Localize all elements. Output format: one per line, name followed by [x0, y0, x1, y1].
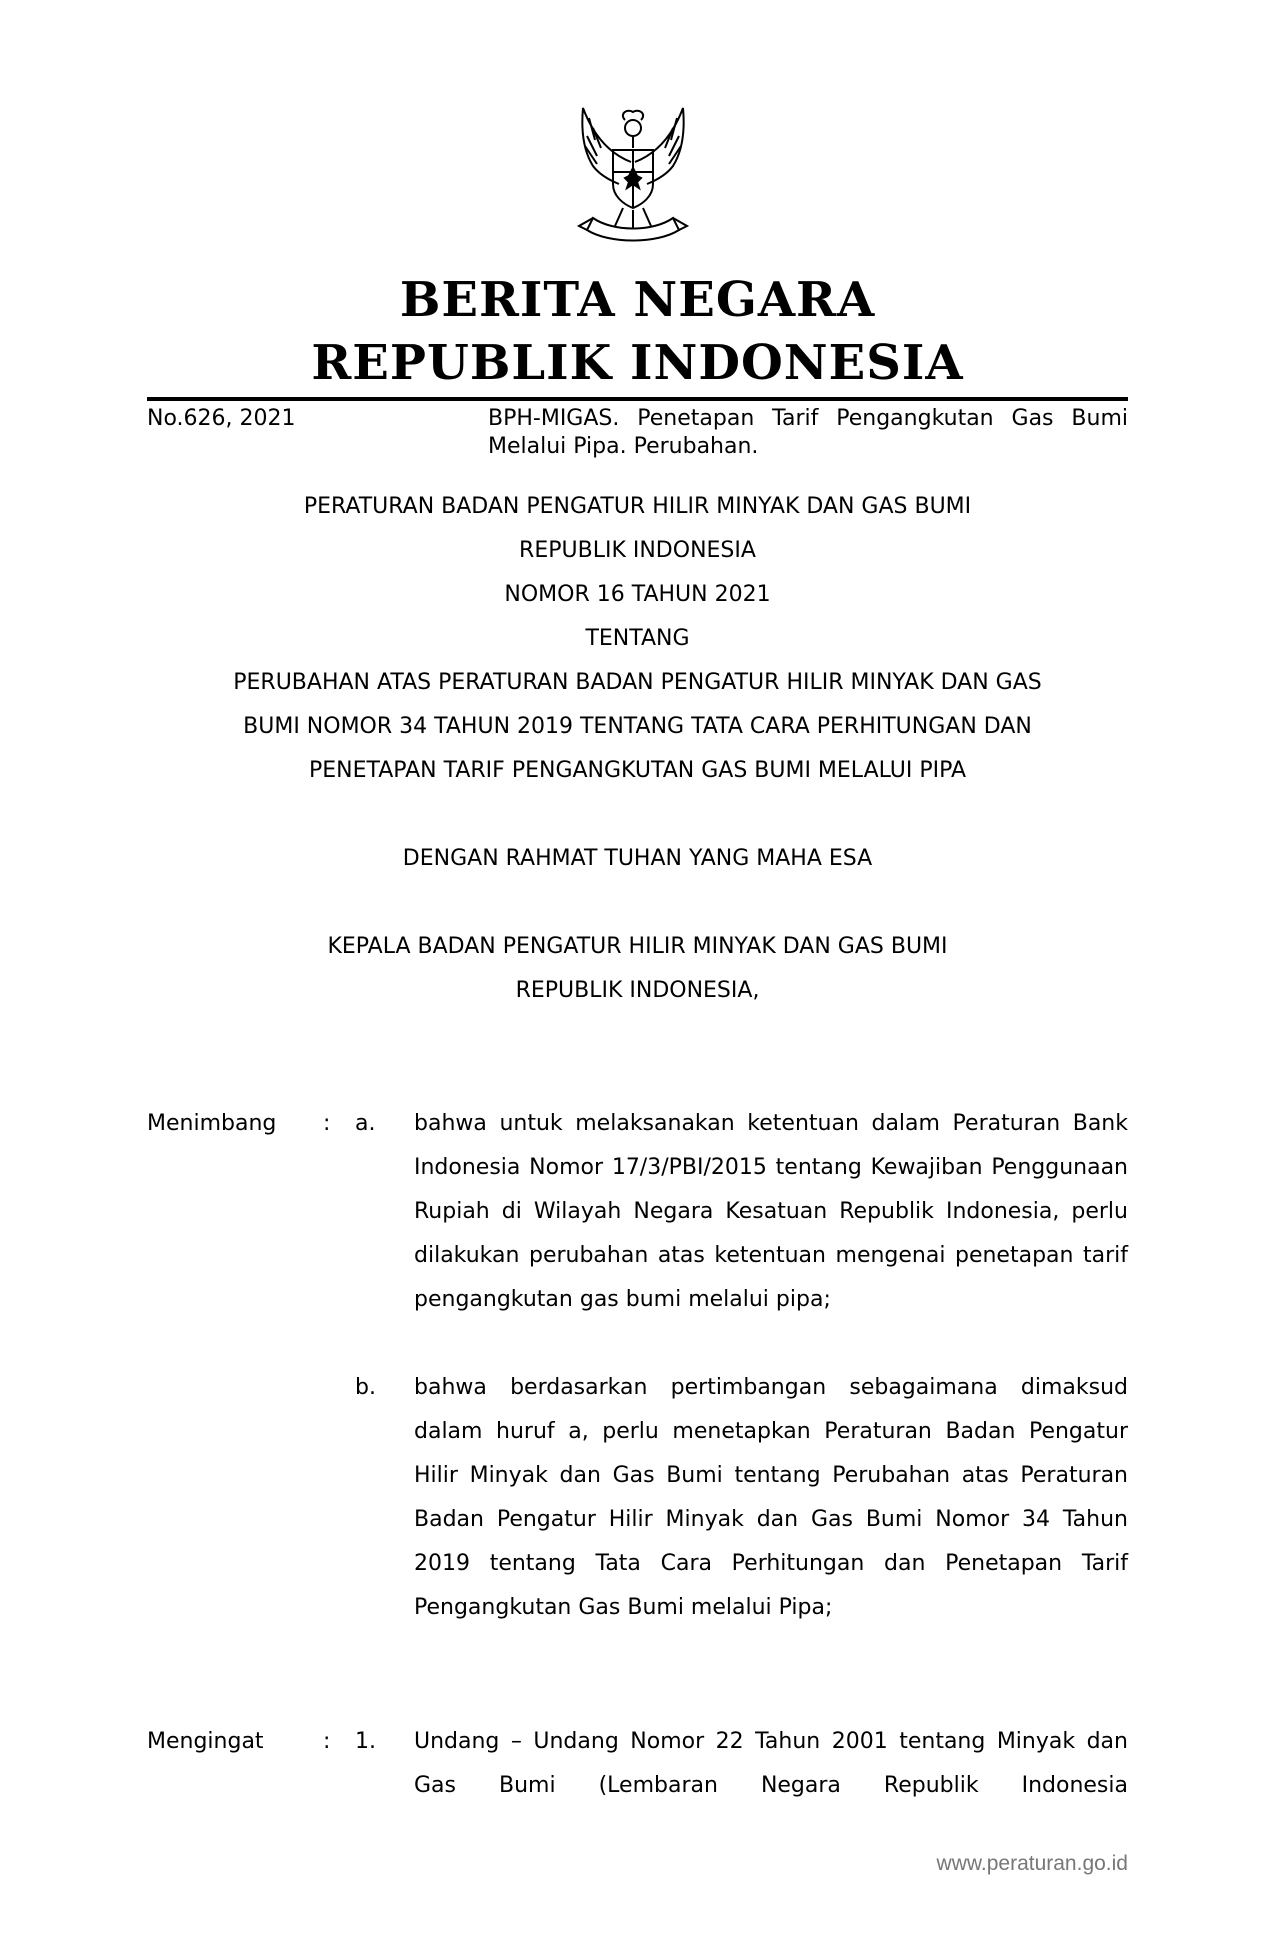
- regulation-heading-line2: REPUBLIK INDONESIA: [519, 538, 756, 563]
- garuda-emblem-icon: [553, 100, 713, 250]
- mengingat-item-marker: 1.: [355, 1729, 376, 1754]
- menimbang-item-text: bahwa untuk melaksanakan ketentuan dalam Peraturan Bank Indonesia Nomor 17/3/PBI/2015 tentang Kewajiban Penggunaan Rupiah di Wilayah Negara Kesatuan Republik Indonesia, perlu dilakukan perubahan atas ketentuan mengenai penetapan tarif pengangkutan gas bumi melalui pipa;: [414, 1111, 1128, 1312]
- regulation-title-line2: BUMI NOMOR 34 TAHUN 2019 TENTANG TATA CARA PERHITUNGAN DAN: [243, 714, 1032, 739]
- regulation-title-line3: PENETAPAN TARIF PENGANGKUTAN GAS BUMI MELALUI PIPA: [308, 758, 967, 783]
- authority-line2: REPUBLIK INDONESIA,: [515, 978, 760, 1003]
- footer-url: www.peraturan.go.id: [936, 1852, 1128, 1875]
- menimbang-item-text: bahwa berdasarkan pertimbangan sebagaimana dimaksud dalam huruf a, perlu menetapkan Peraturan Badan Pengatur Hilir Minyak dan Gas Bumi tentang Perubahan atas Peraturan Badan Pengatur Hilir Minyak dan Gas Bumi Nomor 34 Tahun 2019 tentang Tata Cara Perhitungan dan Penetapan Tarif Pengangkutan Gas Bumi melalui Pipa;: [414, 1375, 1128, 1620]
- masthead-divider: [147, 397, 1128, 401]
- regulation-about: TENTANG: [585, 626, 690, 651]
- gazette-number: No.626, 2021: [147, 406, 296, 431]
- regulation-heading-line1: PERATURAN BADAN PENGATUR HILIR MINYAK DAN GAS BUMI: [303, 494, 972, 519]
- mengingat-label: Mengingat: [147, 1729, 264, 1754]
- menimbang-item-marker: a.: [355, 1111, 376, 1136]
- authority-line1: KEPALA BADAN PENGATUR HILIR MINYAK DAN GAS BUMI: [327, 934, 948, 959]
- mengingat-colon: :: [323, 1729, 331, 1754]
- regulation-title-line1: PERUBAHAN ATAS PERATURAN BADAN PENGATUR HILIR MINYAK DAN GAS: [233, 670, 1042, 695]
- invocation: DENGAN RAHMAT TUHAN YANG MAHA ESA: [402, 846, 873, 871]
- gazette-subject: BPH-MIGAS. Penetapan Tarif Pengangkutan Gas Bumi Melalui Pipa. Perubahan.: [488, 406, 1128, 459]
- menimbang-item-marker: b.: [355, 1375, 376, 1400]
- masthead-title-line1: BERITA NEGARA: [399, 272, 876, 328]
- menimbang-colon: :: [323, 1111, 331, 1136]
- mengingat-item-text: Undang – Undang Nomor 22 Tahun 2001 tentang Minyak dan Gas Bumi (Lembaran Negara Republik Indonesia: [414, 1729, 1128, 1798]
- masthead-title-line2: REPUBLIK INDONESIA: [311, 335, 964, 391]
- menimbang-label: Menimbang: [147, 1111, 277, 1136]
- regulation-number: NOMOR 16 TAHUN 2021: [504, 582, 771, 607]
